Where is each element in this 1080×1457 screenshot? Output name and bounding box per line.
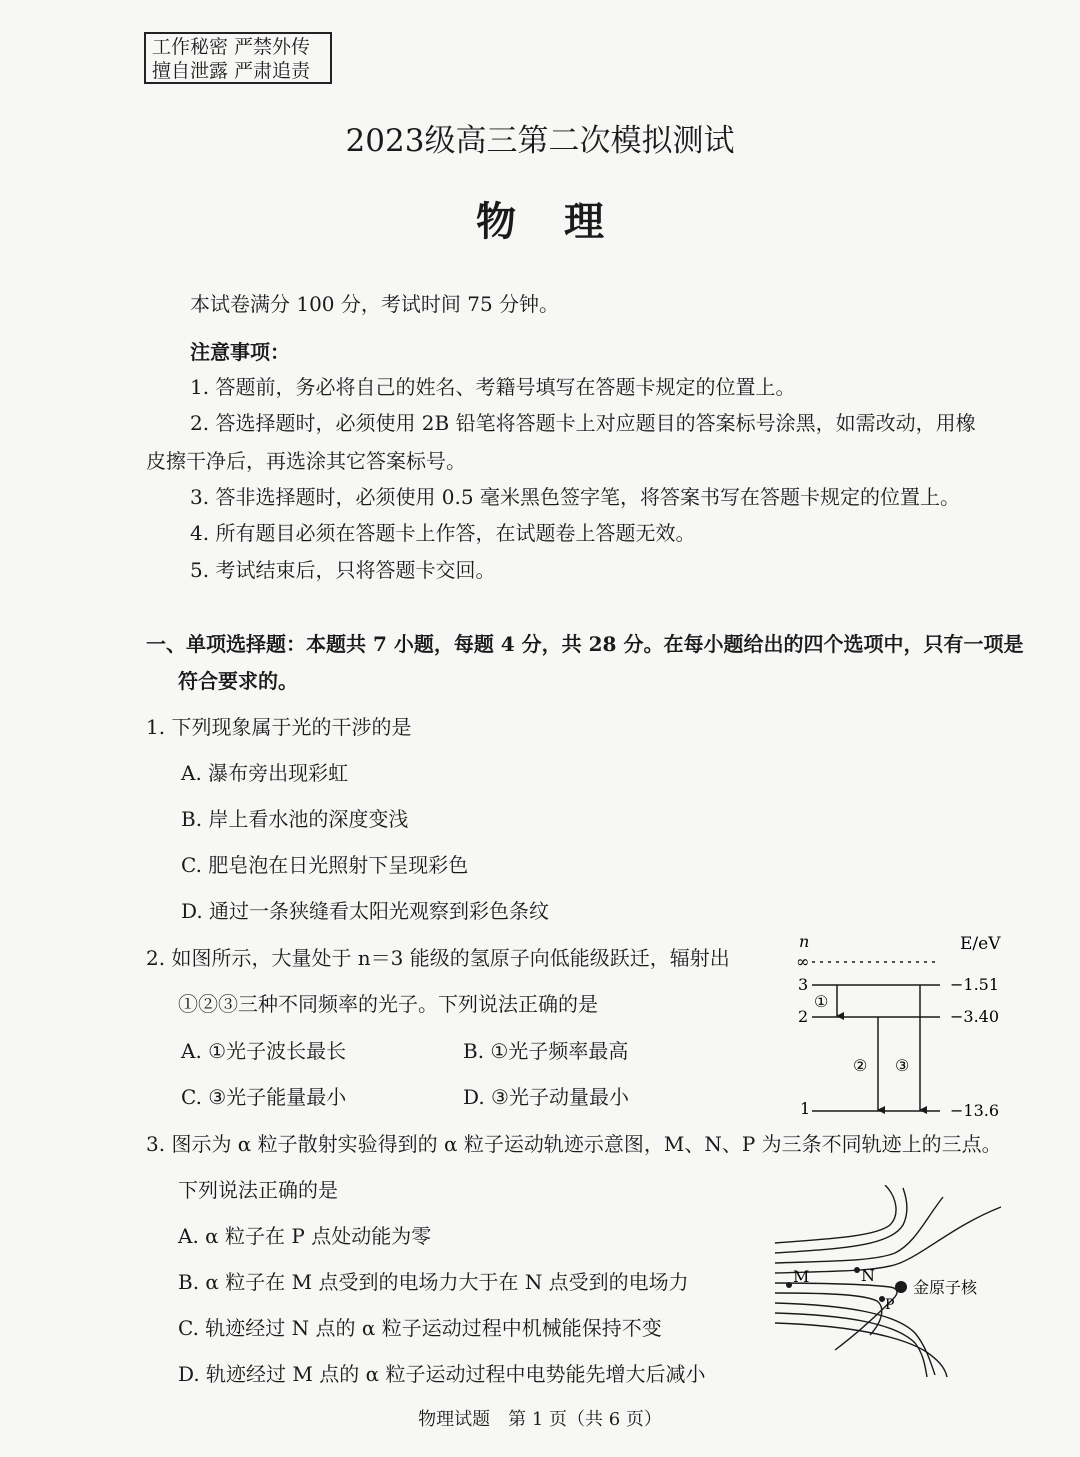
level-1-energy: −13.6 — [950, 1101, 1000, 1120]
gold-nucleus-label: 金原子核 — [913, 1278, 978, 1297]
level-3-label: 3 — [798, 975, 809, 994]
q3-stem-2: 下列说法正确的是 — [178, 1178, 338, 1202]
q2-option-b: B. ①光子频率最高 — [463, 1039, 629, 1063]
stamp-line-2: 擅自泄露 严肃追责 — [152, 60, 311, 82]
q1-option-a: A. 瀑布旁出现彩虹 — [181, 761, 349, 785]
energy-axis-label: E/eV — [960, 934, 1001, 954]
transition-1-label: ① — [814, 992, 829, 1011]
gold-nucleus — [895, 1281, 907, 1293]
intro-text: 本试卷满分 100 分，考试时间 75 分钟。 — [190, 292, 560, 316]
section-heading-cont: 符合要求的。 — [178, 669, 298, 693]
q3-option-b: B. α 粒子在 M 点受到的电场力大于在 N 点受到的电场力 — [178, 1270, 689, 1294]
point-n — [854, 1267, 860, 1273]
q1-option-c: C. 肥皂泡在日光照射下呈现彩色 — [181, 853, 469, 877]
q2-stem-2: ①②③三种不同频率的光子。下列说法正确的是 — [178, 992, 598, 1016]
note-2b: 皮擦干净后，再选涂其它答案标号。 — [146, 449, 466, 473]
q2-option-a: A. ①光子波长最长 — [181, 1039, 347, 1063]
note-4: 4. 所有题目必须在答题卡上作答，在试题卷上答题无效。 — [190, 521, 696, 545]
exam-title: 2023级高三第二次模拟测试 — [345, 123, 735, 159]
note-2a: 2. 答选择题时，必须使用 2B 铅笔将答题卡上对应题目的答案标号涂黑，如需改动，用橡 — [190, 411, 976, 435]
energy-level-diagram — [790, 925, 1020, 1125]
subject-title: 物理 — [476, 198, 652, 245]
note-5: 5. 考试结束后，只将答题卡交回。 — [190, 558, 496, 582]
q3-option-c: C. 轨迹经过 N 点的 α 粒子运动过程中机械能保持不变 — [178, 1316, 662, 1340]
trajectory-bottom-3 — [775, 1323, 947, 1377]
level-1-label: 1 — [800, 1099, 811, 1118]
trajectory-bottom-2 — [775, 1313, 927, 1377]
alpha-scattering-diagram — [765, 1185, 1015, 1395]
stamp-line-1: 工作秘密 严禁外传 — [152, 36, 311, 58]
trajectory-top-2 — [775, 1188, 907, 1253]
q3-stem-1: 3. 图示为 α 粒子散射实验得到的 α 粒子运动轨迹示意图，M、N、P 为三条不同轨迹上的三点。 — [146, 1132, 1002, 1156]
point-p-label: P — [885, 1297, 895, 1313]
q2-stem-1: 2. 如图所示，大量处于 n＝3 能级的氢原子向低能级跃迁，辐射出 — [146, 946, 730, 970]
page-footer: 物理试题 第 1 页（共 6 页） — [418, 1409, 662, 1430]
q2-option-d: D. ③光子动量最小 — [463, 1085, 629, 1109]
q3-option-d: D. 轨迹经过 M 点的 α 粒子运动过程中电势能先增大后减小 — [178, 1362, 706, 1386]
transition-3-label: ③ — [895, 1056, 910, 1075]
note-3: 3. 答非选择题时，必须使用 0.5 毫米黑色签字笔，将答案书写在答题卡规定的位置上。 — [190, 485, 960, 509]
q1-stem: 1. 下列现象属于光的干涉的是 — [146, 715, 412, 739]
level-2-label: 2 — [798, 1007, 809, 1026]
q2-option-c: C. ③光子能量最小 — [181, 1085, 347, 1109]
transition-2-label: ② — [853, 1056, 868, 1075]
point-m — [786, 1282, 792, 1288]
q3-option-a: A. α 粒子在 P 点处动能为零 — [178, 1224, 432, 1248]
q1-option-b: B. 岸上看水池的深度变浅 — [181, 807, 409, 831]
level-3-energy: −1.51 — [950, 975, 1000, 994]
level-2-energy: −3.40 — [950, 1007, 1000, 1026]
section-heading: 一、单项选择题：本题共 7 小题，每题 4 分，共 28 分。在每小题给出的四个选项中，只有一项是 — [146, 632, 1024, 656]
level-inf-label: ∞ — [796, 952, 810, 971]
n-axis-label: n — [799, 932, 810, 951]
trajectory-top-1 — [775, 1185, 896, 1243]
point-m-label: M — [793, 1267, 810, 1286]
q1-option-d: D. 通过一条狭缝看太阳光观察到彩色条纹 — [181, 899, 550, 923]
point-n-label: N — [861, 1266, 875, 1285]
confidential-stamp — [144, 32, 332, 84]
note-1: 1. 答题前，务必将自己的姓名、考籍号填写在答题卡规定的位置上。 — [190, 375, 796, 399]
notes-heading: 注意事项： — [190, 340, 290, 364]
